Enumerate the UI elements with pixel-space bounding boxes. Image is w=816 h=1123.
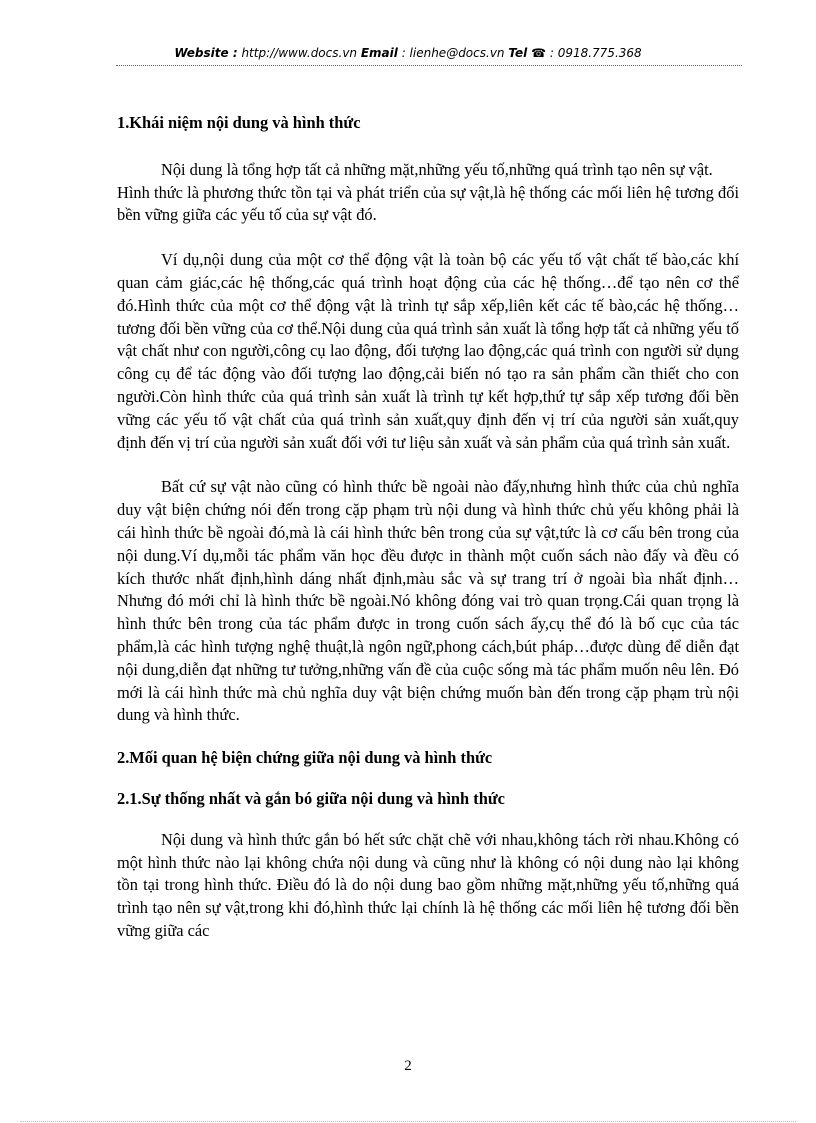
section-1-paragraph-1: Nội dung là tổng hợp tất cả những mặt,những yếu tố,những quá trình tạo nên sự vật. [161,159,713,179]
document-body [117,112,739,943]
tel-value: : 0918.775.368 [546,46,642,60]
section-2-heading: 2.Mối quan hệ biện chứng giữa nội dung và hình thức [117,748,493,768]
section-2-1-paragraph-1: Nội dung và hình thức gắn bó hết sức chặt chẽ với nhau,không tách rời nhau.Không có một hình thức nào lại không chứa nội dung và cũng như là không có nội dung nào lại không tồn tại trong hình thức. Điều đó là do nội dung bao gồm những mặt,những yếu tố,những quá trình tạo nên sự vật,trong khi đó,hình thức lại chính là hệ thống các mối liên hệ tương đối bền vững giữa các [117,829,739,940]
section-1-paragraph-2: Hình thức là phương thức tồn tại và phát triển của sự vật,là hệ thống các mối liên hệ tương đối bền vững giữa các yếu tố của sự vật đó. [117,182,739,225]
page-header [0,46,816,60]
website-label: Website : [174,46,238,60]
section-2-1-heading: 2.1.Sự thống nhất và gắn bó giữa nội dung và hình thức [117,788,505,808]
section-1-paragraph-3: Ví dụ,nội dung của một cơ thể động vật là toàn bộ các yếu tố vật chất tế bào,các khí quan cảm giác,các hệ thống,các quá trình hoạt động của các hệ thống…để tạo nên cơ thể đó.Hình thức của một cơ thể động vật là trình tự sắp xếp,liên kết các tế bào,các hệ thống…tương đối bền vững của cơ thể.Nội dung của quá trình sản xuất là tổng hợp tất cả những yếu tố vật chất như con người,công cụ lao động, đối tượng lao động,các quá trình con người sử dụng công cụ để tác động vào đối tượng lao động,cải biến nó tạo ra sản phẩm cần thiết cho con người.Còn hình thức của quá trình sản xuất là trình tự kết hợp,thứ tự sắp xếp tương đối bền vững các yếu tố vật chất của quá trình sản xuất,quy định đến vị trí của người sản xuất,quy định đến vị trí của người sản xuất đối với tư liệu sản xuất và sản phẩm của quá trình sản xuất. [117,250,739,452]
header-divider [116,65,742,66]
page-number: 2 [404,1058,412,1074]
section-1-heading: 1.Khái niệm nội dung và hình thức [117,113,361,132]
page-bottom-border [20,1121,796,1122]
email-label: Email [360,46,398,60]
website-value: http://www.docs.vn [237,46,361,60]
email-value: : lienhe@docs.vn [397,46,509,60]
section-1-paragraph-4: Bất cứ sự vật nào cũng có hình thức bề ngoài nào đấy,nhưng hình thức của chủ nghĩa duy vật biện chứng nói đến trong cặp phạm trù nội dung và hình thức chủ yếu không phải là cái hình thức bề ngoài đó,mà là cái hình thức bên trong của sự vật,tức là cơ cấu bên trong của nội dung.Ví dụ,mỗi tác phẩm văn học đều được in thành một cuốn sách nào đấy và đều có kích thước nhất định,hình dáng nhất định,màu sắc và sự trang trí ở ngoài bìa nhất định…Nhưng đó mới chỉ là hình thức bề ngoài.Nó không đóng vai trò quan trọng.Cái quan trọng là hình thức bên trong của tác phẩm được in trong cuốn sách ấy,cụ thể đó là bố cục của tác phẩm,là các hình tượng nghệ thuật,là ngôn ngữ,phong cách,bút pháp…được dùng để diễn đạt nội dung,diễn đạt những tư tưởng,những vấn đề của cuộc sống mà tác phẩm muốn nêu lên. Đó mới là cái hình thức mà chủ nghĩa duy vật biện chứng muốn bàn đến trong cặp phạm trù nội dung và hình thức. [117,477,739,725]
tel-label: Tel [508,46,528,60]
phone-icon: ☎ [531,46,547,60]
